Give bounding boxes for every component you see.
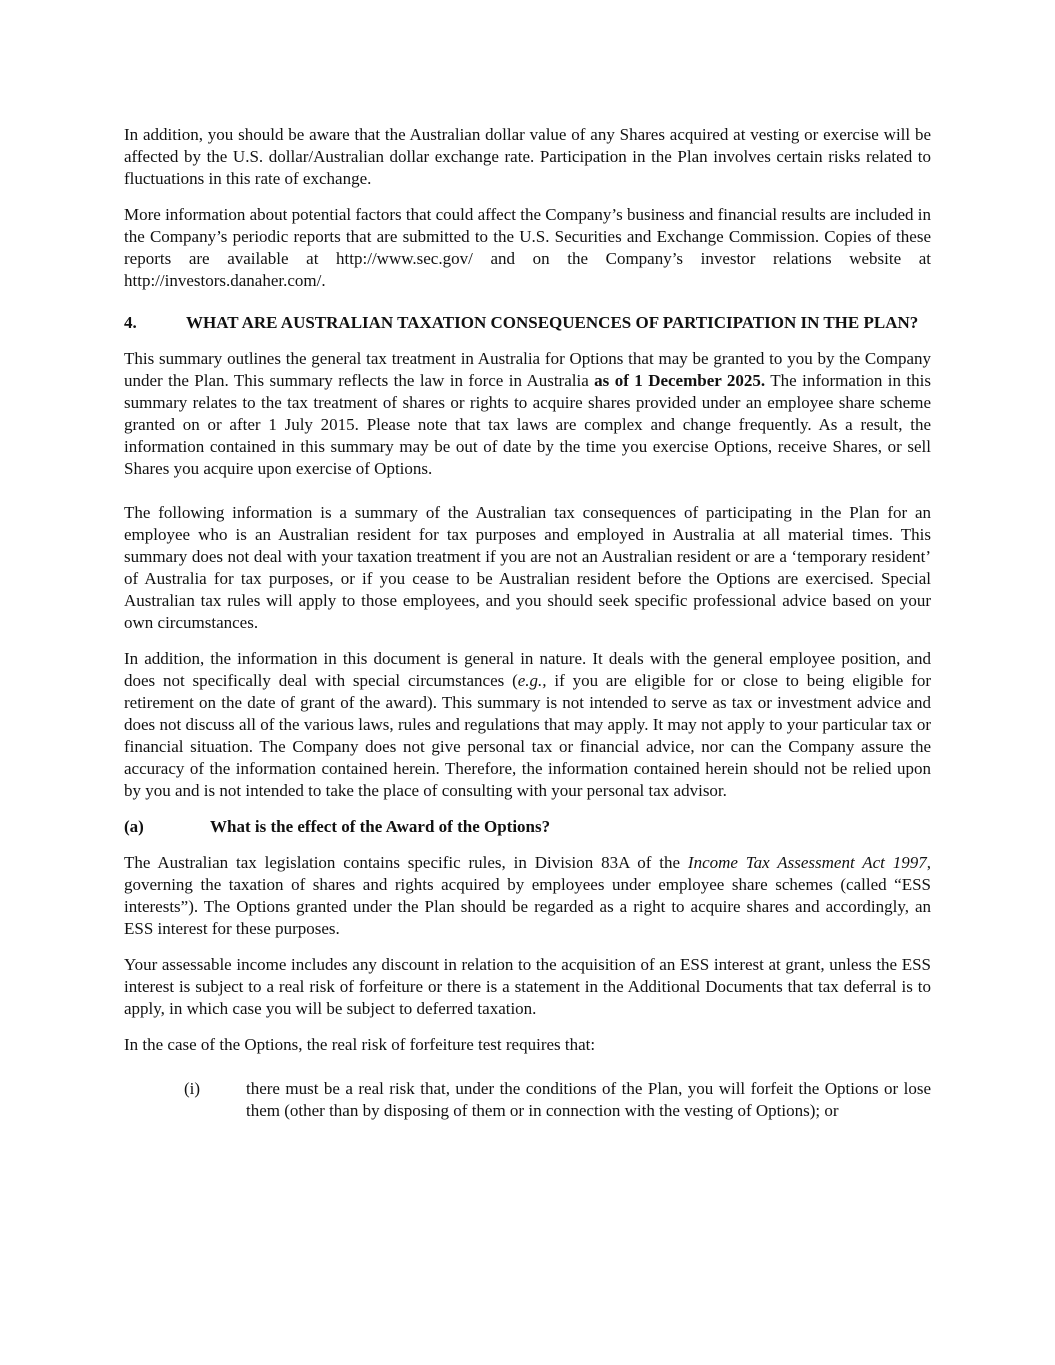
- paragraph-tax-legislation-start: The Australian tax legislation contains specific rules, in Division 83A of the: [124, 853, 688, 872]
- paragraph-summary-outline-start: This summary outlines the general tax treatment in Australia for Options that may be granted to you by the Company under the Plan. This summary reflects the law in force in Australia: [124, 349, 931, 390]
- list-item-i-marker: (i): [184, 1079, 201, 1098]
- paragraph-more-information-text-end: .: [321, 271, 326, 290]
- paragraph-more-information-text-mid: and on the Company’s investor relations website at: [472, 249, 932, 268]
- list-item-i-text: there must be a real risk that, under the conditions of the Plan, you will forfeit the Options or lose them (other than by disposing of them or in connection with the vesting of Options); or: [246, 1079, 931, 1120]
- list-item-i: [124, 1078, 931, 1122]
- subsection-a-title: What is the effect of the Award of the Options?: [210, 817, 551, 836]
- section-4-title: WHAT ARE AUSTRALIAN TAXATION CONSEQUENCES OF PARTICIPATION IN THE PLAN?: [186, 313, 919, 332]
- paragraph-more-information: [124, 204, 931, 292]
- sec-link[interactable]: http://www.sec.gov/: [336, 249, 473, 268]
- paragraph-summary-outline: [124, 348, 931, 480]
- investor-relations-link[interactable]: http://investors.danaher.com/: [124, 271, 322, 290]
- subsection-a-number: (a): [124, 817, 144, 836]
- document-page: [124, 124, 931, 1122]
- section-4-heading: [124, 312, 931, 334]
- law-date-bold: as of 1 December 2025.: [594, 371, 766, 390]
- paragraph-real-risk-intro: In the case of the Options, the real risk of forfeiture test requires that:: [124, 1035, 596, 1054]
- paragraph-general-nature-start: In addition, the information in this document is general in nature. It deals with the general employee position, and does not specifically deal with special circumstances (: [124, 649, 931, 690]
- paragraph-general-nature-end: if you are eligible for or close to being eligible for retirement on the date of grant of the award). This summary is not intended to serve as tax or investment advice and does not discuss all of the various laws, rules and regulations that may apply. It may not apply to your particular tax or financial situation. The Company does not give personal tax or financial advice, nor can the Company assure the accuracy of the information contained herein. Therefore, the information contained herein should not be relied upon by you and is not intended to take the place of consulting with your personal tax advisor.: [124, 671, 931, 800]
- paragraph-assessable-income: Your assessable income includes any discount in relation to the acquisition of an ESS interest at grant, unless the ESS interest is subject to a real risk of forfeiture or there is a statement in the Additional Documents that tax deferral is to apply, in which case you will be subject to deferred taxation.: [124, 955, 931, 1018]
- paragraph-general-nature: [124, 648, 931, 802]
- paragraph-exchange-rate: In addition, you should be aware that the Australian dollar value of any Shares acquired at vesting or exercise will be affected by the U.S. dollar/Australian dollar exchange rate. Participation in the Plan involves certain risks related to fluctuations in this rate of exchange.: [124, 125, 931, 188]
- paragraph-more-information-text-start: More information about potential factors that could affect the Company’s business and financial results are included in the Company’s periodic reports that are submitted to the U.S. Securities and Exchange Commission. Copies of these reports are available at: [124, 205, 931, 268]
- subsection-a-heading: [124, 816, 931, 838]
- paragraph-following-information: The following information is a summary of the Australian tax consequences of participating in the Plan for an employee who is an Australian resident for tax purposes and employed in Australia at all material times. This summary does not deal with your taxation treatment if you are not an Australian resident or are a ‘temporary resident’ of Australia for tax purposes, or if you cease to be Australian resident before the Options are exercised. Special Australian tax rules will apply to those employees, and you should seek specific professional advice based on your own circumstances.: [124, 503, 931, 632]
- paragraph-tax-legislation: [124, 852, 931, 940]
- section-4-number: 4.: [124, 313, 137, 332]
- act-title-italic: Income Tax Assessment Act 1997: [687, 853, 927, 872]
- eg-italic: e.g.,: [517, 671, 547, 690]
- paragraph-tax-legislation-end: , governing the taxation of shares and rights acquired by employees under employee share schemes (called “ESS interests”). The Options granted under the Plan should be regarded as a right to acquire shares and accordingly, an ESS interest for these purposes.: [124, 853, 931, 938]
- paragraph-summary-outline-end: The information in this summary relates to the tax treatment of shares or rights to acquire shares provided under an employee share scheme granted on or after 1 July 2015. Please note that tax laws are complex and change frequently. As a result, the information contained in this summary may be out of date by the time you exercise Options, receive Shares, or sell Shares you acquire upon exercise of Options.: [124, 371, 931, 478]
